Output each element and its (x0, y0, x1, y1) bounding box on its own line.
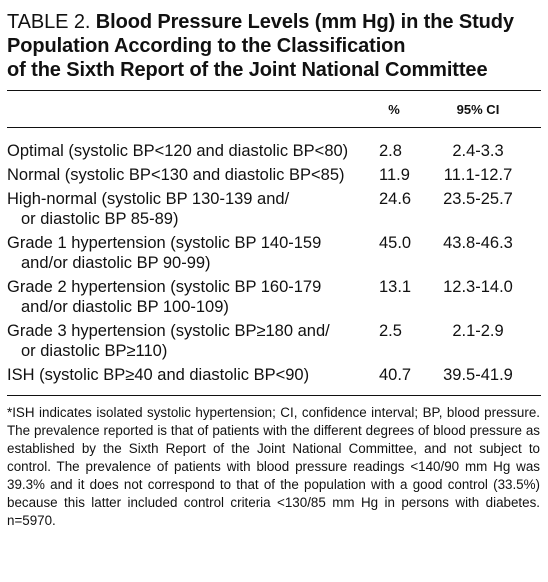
row-percent: 40.7 (379, 366, 412, 384)
row-category: Grade 2 hypertension (systolic BP 160-179 and/or diastolic BP 100-109) (7, 278, 322, 316)
row-percent: 11.9 (379, 166, 410, 184)
table-row (7, 365, 541, 385)
row-category: Normal (systolic BP<130 and diastolic BP<85) (7, 166, 345, 184)
table-row (7, 189, 541, 229)
row-percent: 13.1 (379, 278, 412, 296)
table-row (7, 277, 541, 317)
row-ci: 39.5-41.9 (443, 366, 513, 384)
row-category: Grade 3 hypertension (systolic BP≥180 and/ or diastolic BP≥110) (7, 322, 330, 360)
table-footnote: *ISH indicates isolated systolic hypertension; CI, confidence interval; BP, blood pressure. The prevalence reported is that of patients with the different degrees of blood pressure as established by the Sixth Report of the Joint National Committee, and not subject to control. The prevalence of patients with blood pressure readings <140/90 mm Hg was 39.3% and it does not correspond to that of the population with a good control (33.5%) because this latter included control criteria <130/85 mm Hg in persons with diabetes. n=5970. (7, 405, 540, 528)
table-row (7, 321, 541, 361)
table-header-row (7, 91, 541, 127)
table-title-line-2: Population According to the Classification (7, 35, 406, 57)
table-label: TABLE 2. (7, 11, 91, 33)
header-percent: % (388, 101, 400, 117)
table-row (7, 233, 541, 273)
row-category: Optimal (systolic BP<120 and diastolic BP<80) (7, 142, 349, 160)
row-category: High-normal (systolic BP 130-139 and/ or diastolic BP 85-89) (7, 190, 290, 228)
row-ci: 12.3-14.0 (443, 278, 513, 296)
table-row (7, 141, 541, 161)
row-ci: 2.4-3.3 (452, 142, 504, 160)
table-title-line-3: of the Sixth Report of the Joint National Committee (7, 59, 488, 81)
row-percent: 24.6 (379, 190, 412, 208)
table-body (7, 128, 541, 395)
row-category: Grade 1 hypertension (systolic BP 140-159 and/or diastolic BP 90-99) (7, 234, 322, 272)
row-ci: 23.5-25.7 (443, 190, 513, 208)
table-bottom-rule (7, 395, 541, 396)
row-percent: 2.5 (379, 322, 402, 340)
table-caption (7, 10, 541, 82)
row-ci: 2.1-2.9 (452, 322, 504, 340)
row-category: ISH (systolic BP≥40 and diastolic BP<90) (7, 366, 310, 384)
row-percent: 2.8 (379, 142, 402, 160)
header-ci: 95% CI (456, 101, 500, 117)
row-percent: 45.0 (379, 234, 412, 252)
table-row (7, 165, 541, 185)
row-ci: 11.1-12.7 (443, 166, 513, 184)
row-ci: 43.8-46.3 (443, 234, 513, 252)
table-title-line-1: Blood Pressure Levels (mm Hg) in the Study (95, 11, 514, 33)
